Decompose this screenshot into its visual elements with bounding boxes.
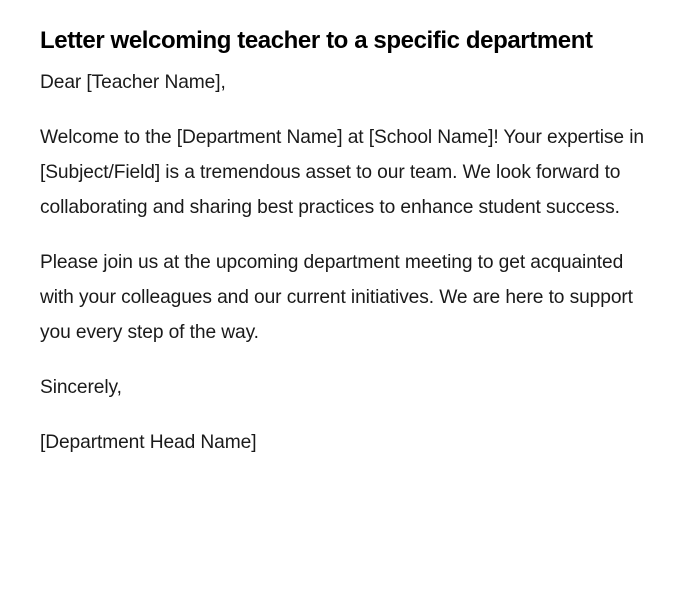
signature: [Department Head Name]	[40, 432, 257, 453]
body-paragraph-1: Welcome to the [Department Name] at [School Name]! Your expertise in [Subject/Field] is a tremendous asset to our team. We look forward to collaborating and sharing best practices to enhance student success.	[40, 127, 644, 218]
document-title: Letter welcoming teacher to a specific department	[40, 27, 593, 54]
letter-document	[40, 19, 650, 460]
closing: Sincerely,	[40, 377, 122, 398]
body-paragraph-2: Please join us at the upcoming department meeting to get acquainted with your colleagues and our current initiatives. We are here to support you every step of the way.	[40, 252, 633, 343]
salutation: Dear [Teacher Name],	[40, 72, 226, 93]
